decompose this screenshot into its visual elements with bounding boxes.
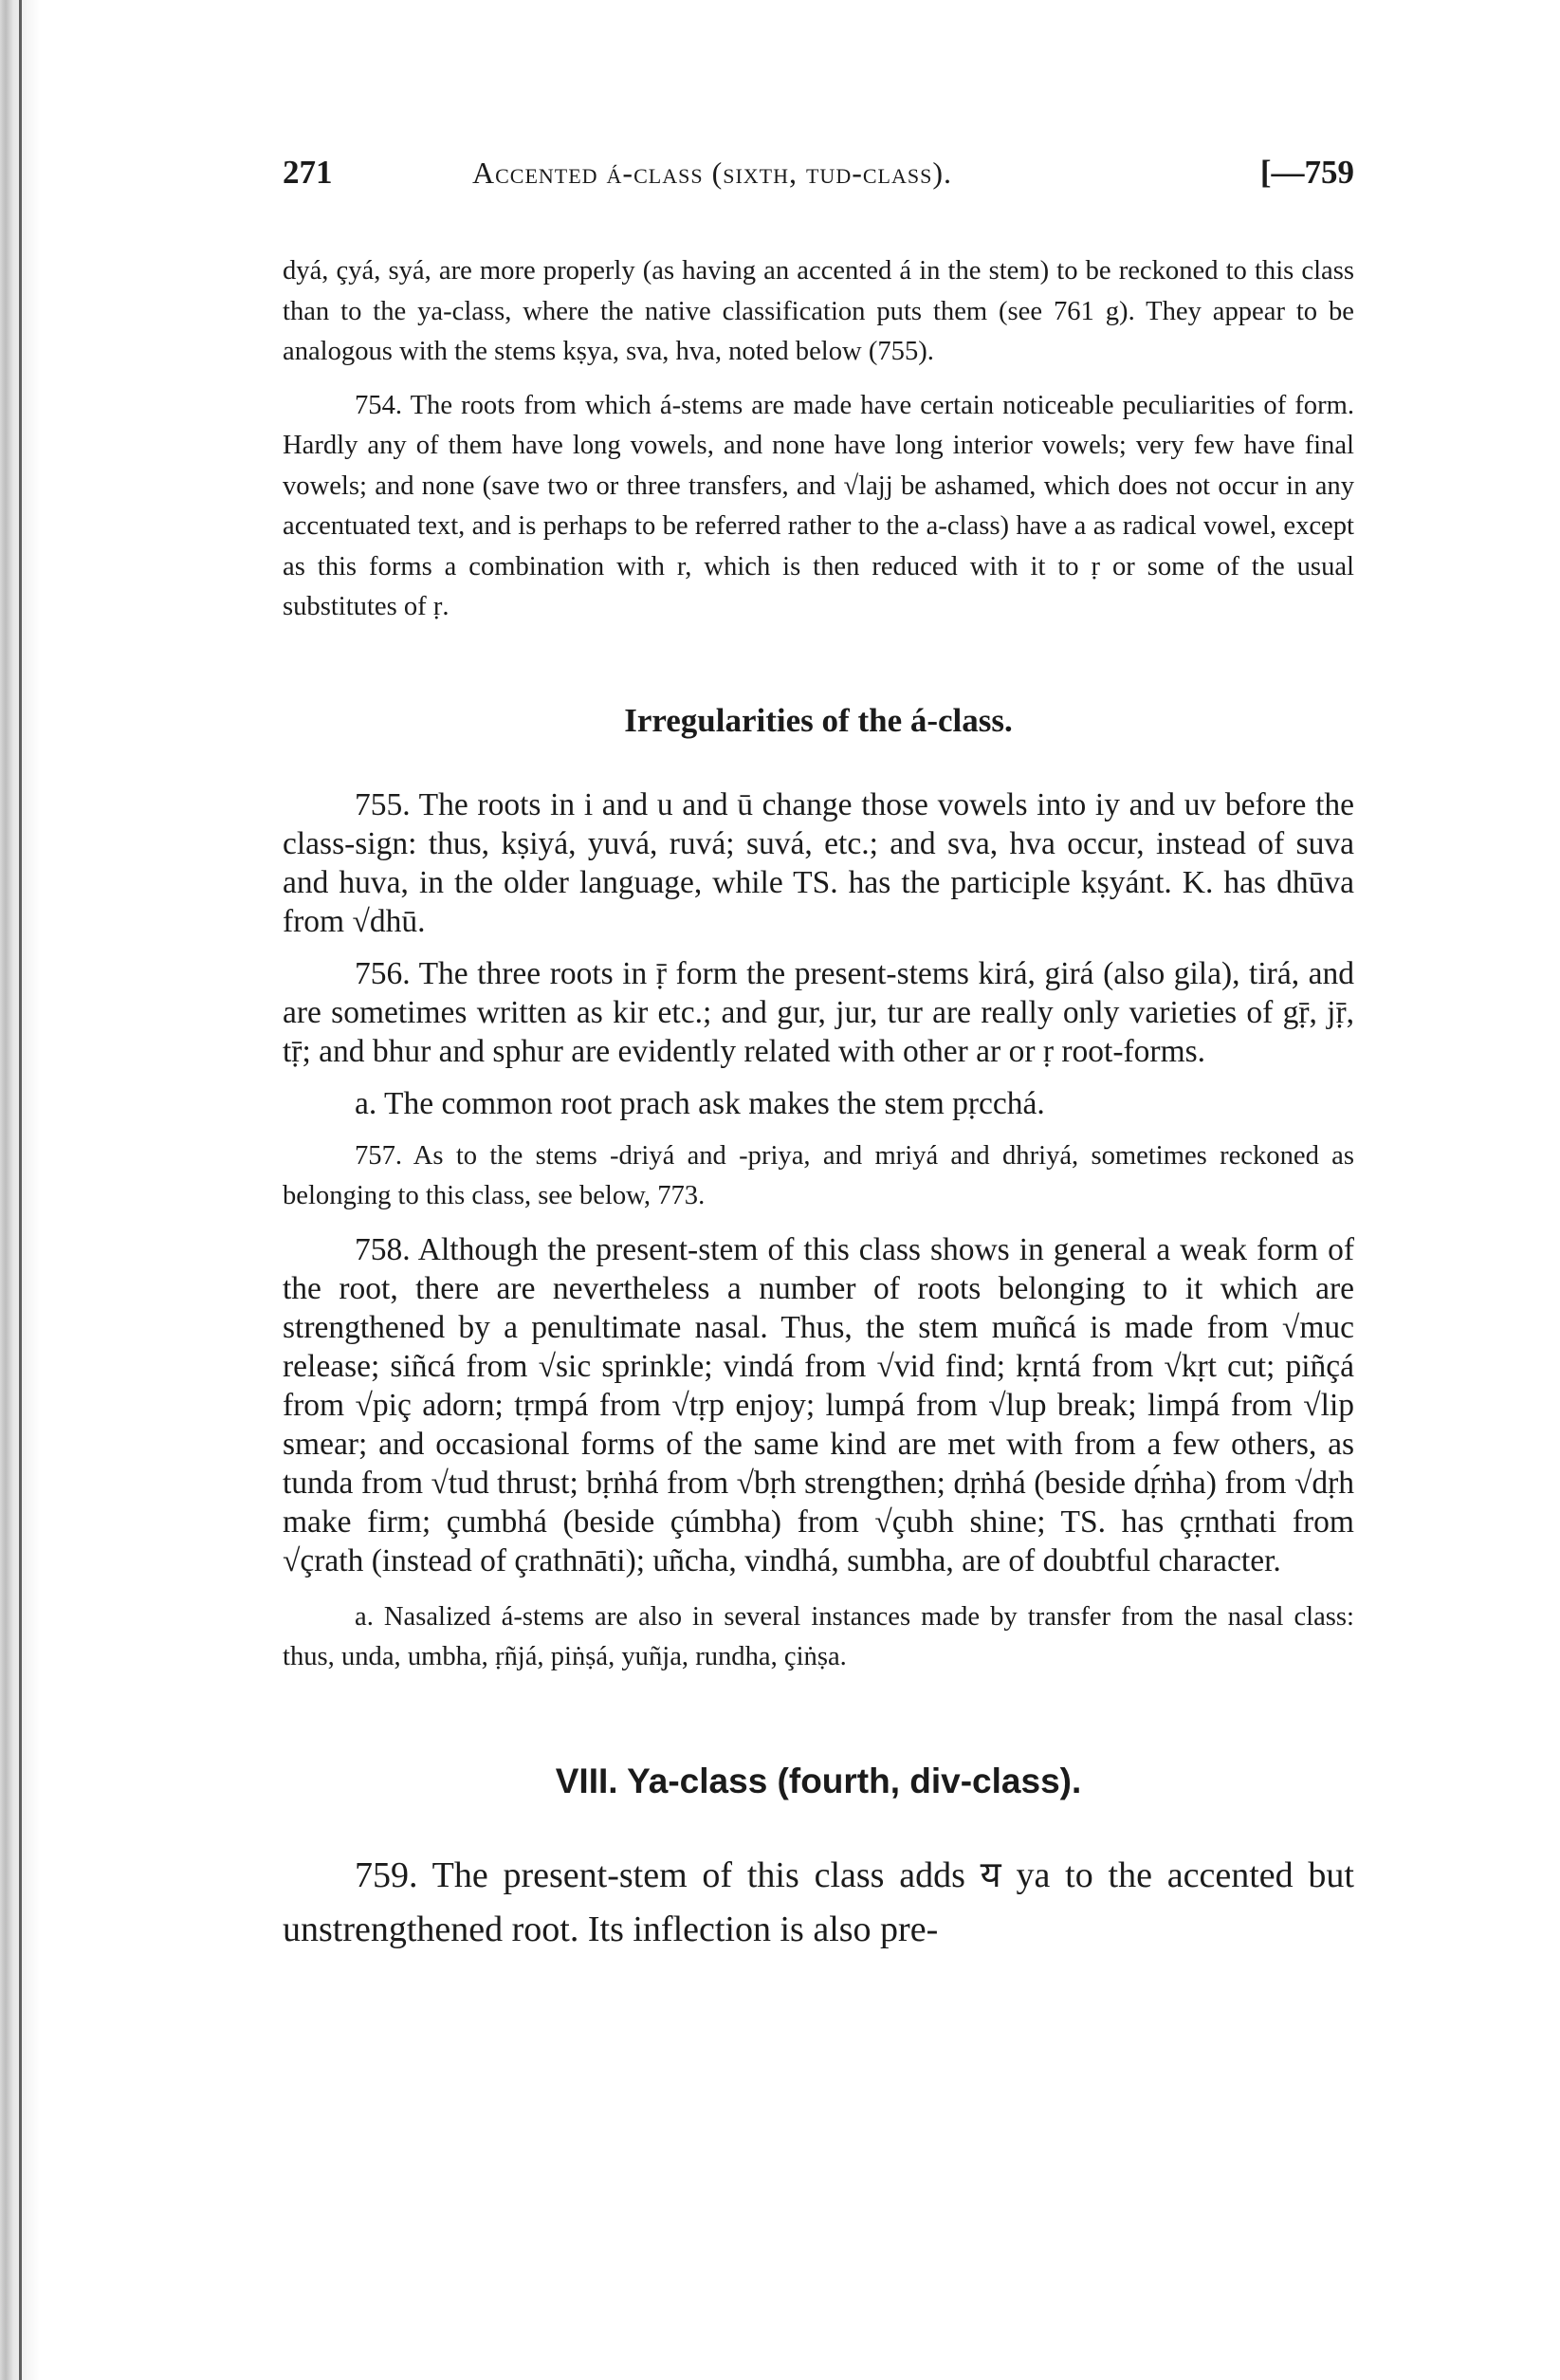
paragraph-756: 756. The three roots in ṝ form the present-stems kirá, girá (also gila), tirá, and are sometimes written as kir etc.; and gur, jur, tur are really only varieties of gṝ, jṝ, tṝ; and bhur and sphur are evidently related with other ar or ṛ root-forms. [283, 955, 1354, 1069]
paragraph-756a: a. The common root prach ask makes the stem pṛcchá. [355, 1085, 1045, 1121]
section-reference: [—759 [1259, 154, 1354, 191]
scan-binding-line [19, 0, 22, 2380]
running-title: Accented á-class (sixth, tud-class). [472, 156, 952, 190]
page-header [283, 154, 1354, 201]
paragraph-753-continuation: dyá, çyá, syá, are more properly (as having an accented á in the stem) to be reckoned to this class than to the ya-class, where the native classification puts them (see 761 g). They appear to be analogous with the stems kṣya, sva, hva, noted below (755). [283, 256, 1354, 366]
page-body [283, 251, 1354, 1957]
paragraph-755: 755. The roots in i and u and ū change those vowels into iy and uv before the class-sign: thus, kṣiyá, yuvá, ruvá; suvá, etc.; and sva, hva occur, instead of suva and huva, in the older language, while TS. has the participle kṣyánt. K. has dhūva from √dhū. [283, 786, 1354, 939]
chapter-heading-ya-class: VIII. Ya-class (fourth, div-class). [555, 1761, 1082, 1800]
paragraph-759: 759. The present-stem of this class adds य ya to the accented but unstrengthened root. Its inflection is also pre- [283, 1854, 1354, 1949]
section-heading-irregularities: Irregularities of the á-class. [624, 701, 1013, 739]
page-number: 271 [283, 154, 333, 191]
paragraph-757: 757. As to the stems -driyá and -priya, and mriyá and dhriyá, sometimes reckoned as belonging to this class, see below, 773. [283, 1140, 1354, 1210]
paragraph-754: 754. The roots from which á-stems are made have certain noticeable peculiarities of form. Hardly any of them have long vowels, and none have long interior vowels; very few have final vowels; and none (save two or three transfers, and √lajj be ashamed, which does not occur in any accentuated text, and is perhaps to be referred rather to the a-class) have a as radical vowel, except as this forms a combination with r, which is then reduced with it to ṛ or some of the usual substitutes of ṛ. [283, 390, 1354, 621]
paragraph-758a: a. Nasalized á-stems are also in several instances made by transfer from the nasal class: thus, unda, umbha, ṛñjá, piṅṣá, yuñja, rundha, çiṅṣa. [283, 1601, 1354, 1671]
paragraph-758: 758. Although the present-stem of this class shows in general a weak form of the root, there are nevertheless a number of roots belonging to it which are strengthened by a penultimate nasal. Thus, the stem muñcá is made from √muc release; siñcá from √sic sprinkle; vindá from √vid find; kṛntá from √kṛt cut; piñçá from √piç adorn; tṛmpá from √tṛp enjoy; lumpá from √lup break; limpá from √lip smear; and occasional forms of the same kind are met with from a few others, as tunda from √tud thrust; bṛṅhá from √bṛh strengthen; dṛṅhá (beside dṛ́ṅha) from √dṛh make firm; çumbhá (beside çúmbha) from √çubh shine; TS. has çṛnthati from √çrath (instead of çrathnāti); uñcha, vindhá, sumbha, are of doubtful character. [283, 1231, 1354, 1578]
